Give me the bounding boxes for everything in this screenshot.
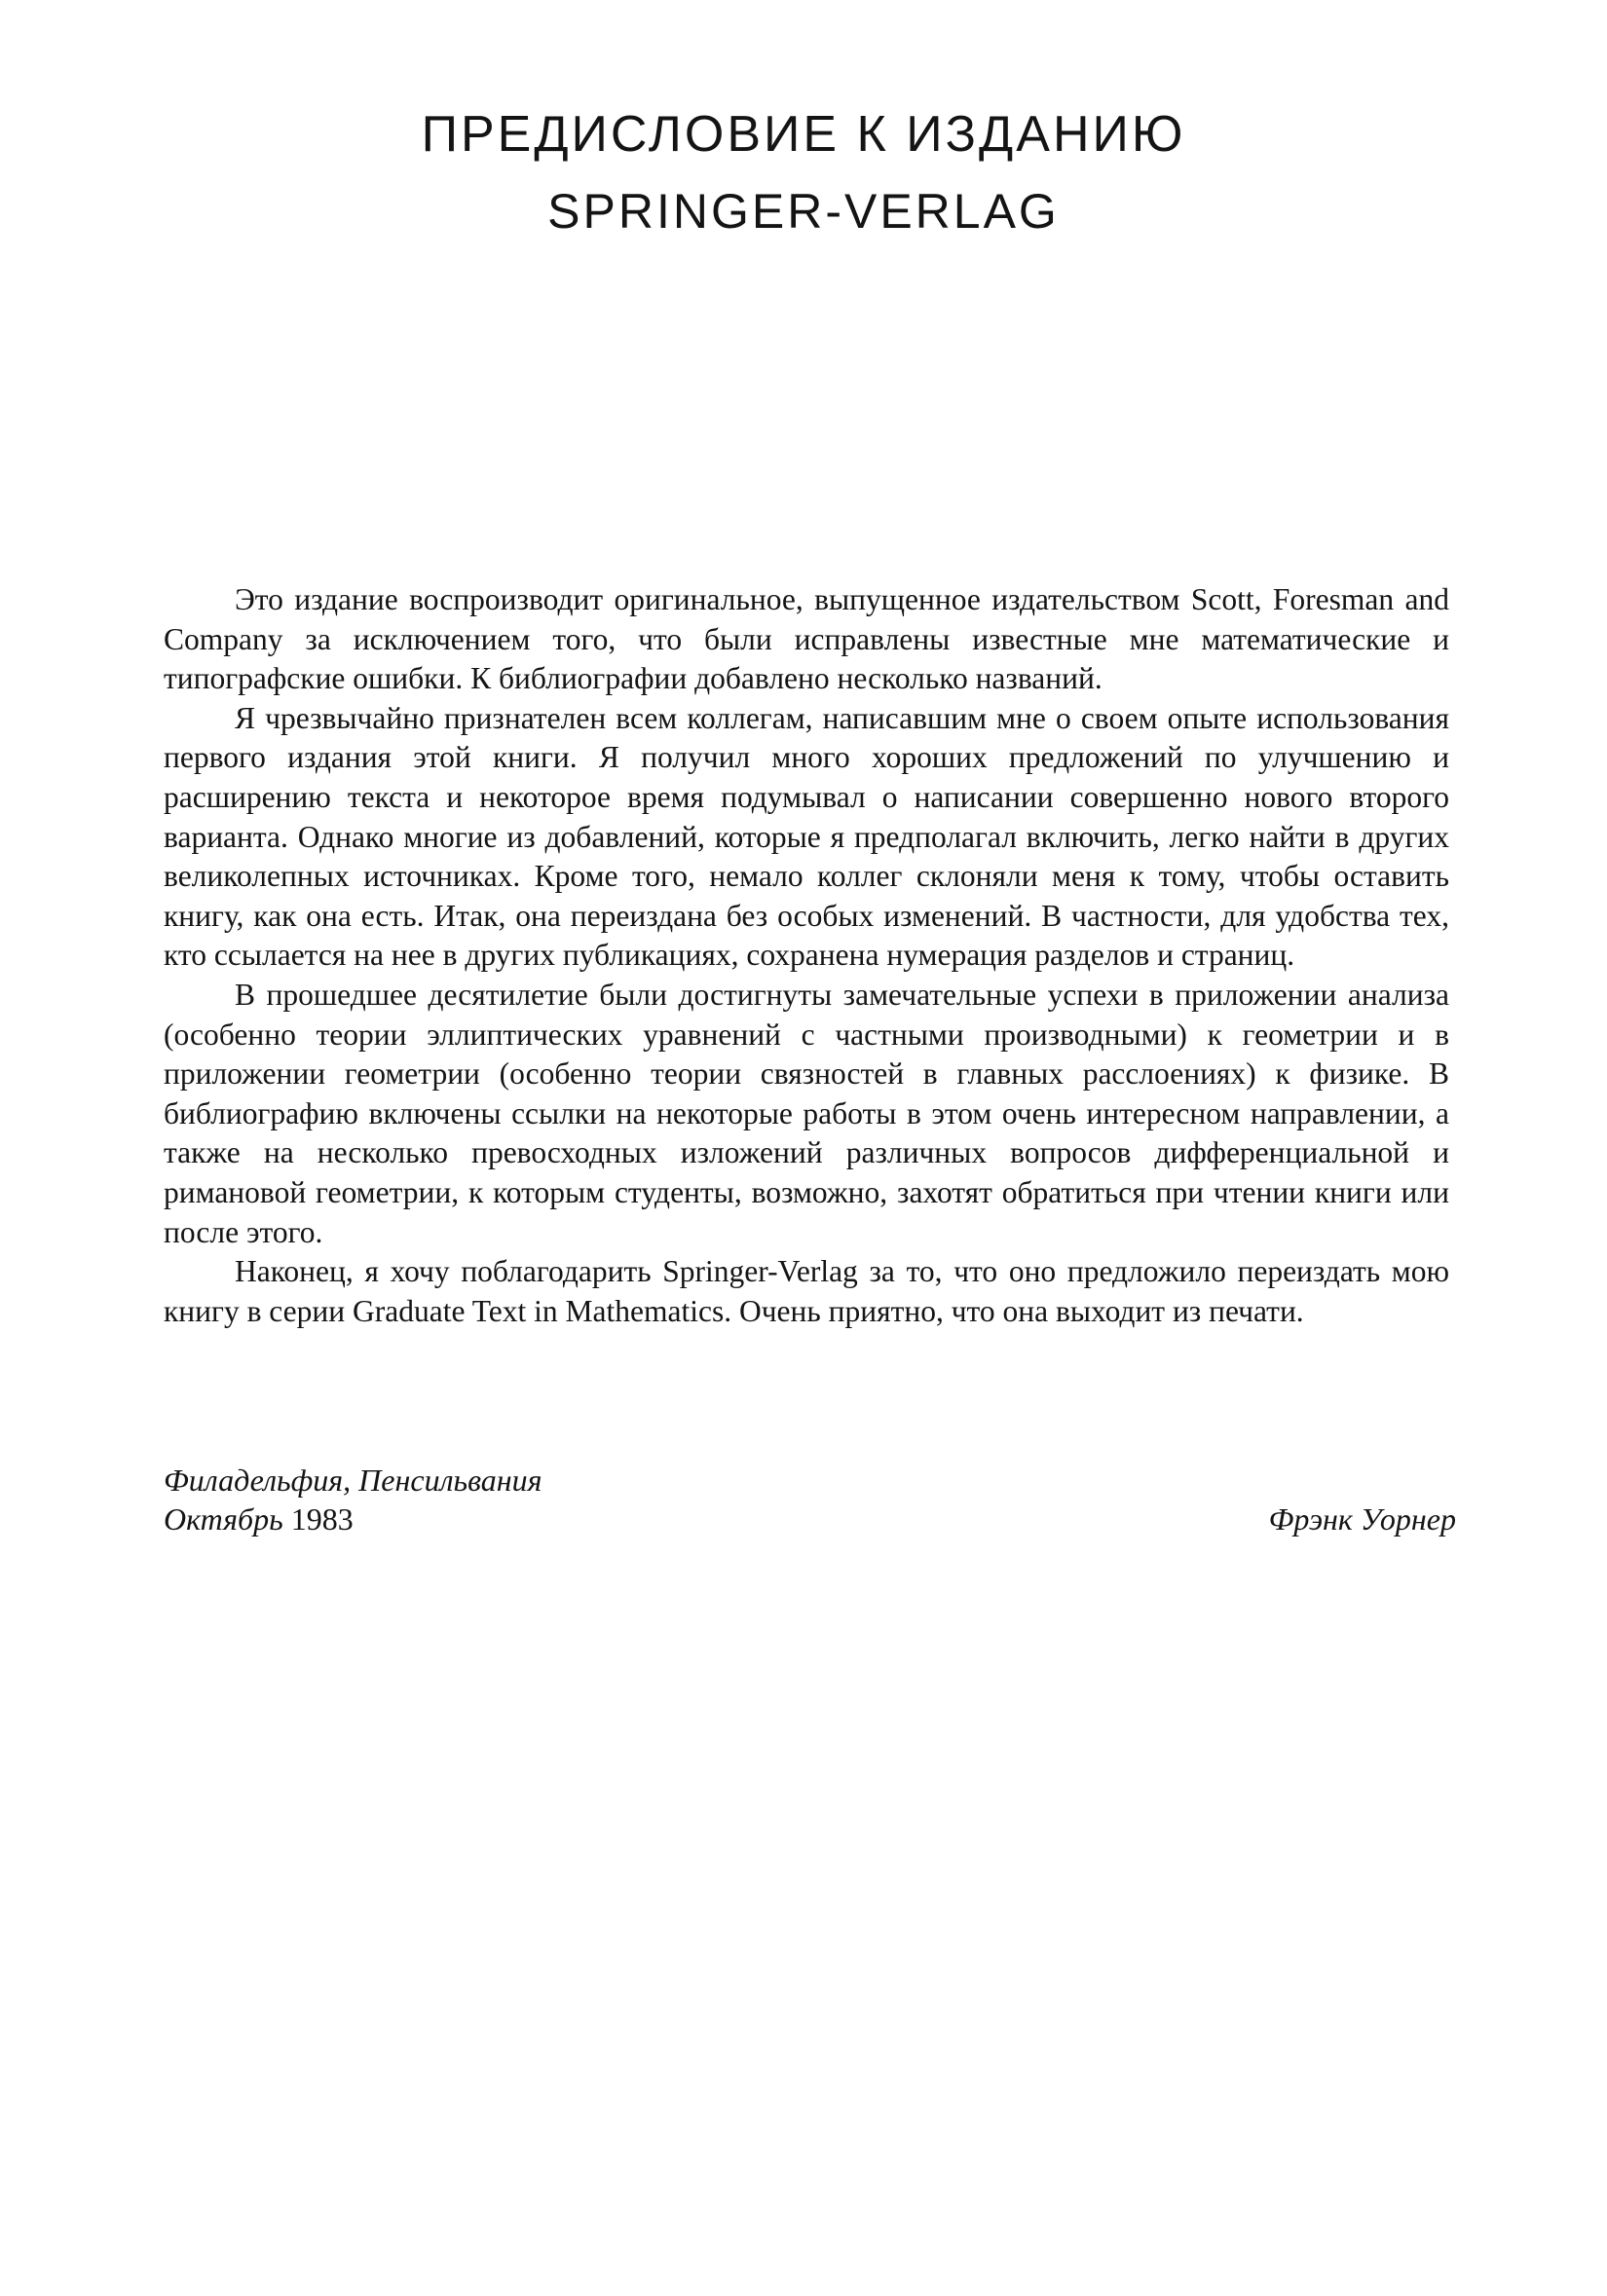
signoff-author: Фрэнк Уорнер (1268, 1501, 1456, 1537)
signoff-month: Октябрь (164, 1501, 283, 1537)
signoff-year: 1983 (290, 1501, 354, 1537)
paragraph-1: Это издание воспроизводит оригинальное, выпущенное издательством Scott, Foresman and Company за исключением того, что были исправлены известные мне математические и типографские ошибки. К библиографии добавлено несколько названий. (164, 582, 1449, 696)
paragraph-3: В прошедшее десятилетие были достигнуты замечательные успехи в приложении анализа (особенно теории эллиптических уравнений с частными производными) к геометрии и в приложении геометрии (особенно теории связностей в главных расслоениях) к физике. В библиографию включены ссылки на некоторые работы в этом очень интересном направлении, а также на несколько превосходных изложений различных вопросов дифференциальной и римановой геометрии, к которым студенты, возможно, захотят обратиться при чтении книги или после этого. (164, 977, 1449, 1249)
signoff-date (164, 1500, 542, 1538)
paragraph-4: Наконец, я хочу поблагодарить Springer-Verlag за то, что оно предложило переиздать мою книгу в серии Graduate Text in Mathematics. Очень приятно, что она выходит из печати. (164, 1254, 1449, 1328)
preface-body (164, 580, 1449, 1331)
page-title-line-1: ПРЕДИСЛОВИЕ К ИЗДАНИЮ (421, 106, 1186, 163)
page-title-line-2: SPRINGER-VERLAG (547, 184, 1060, 239)
paragraph-2: Я чрезвычайно признателен всем коллегам, написавшим мне о своем опыте использования первого издания этой книги. Я получил много хороших предложений по улучшению и расширению текста и некоторое время подумывал о написании совершенно нового второго варианта. Однако многие из добавлений, которые я предполагал включить, легко найти в других великолепных источниках. Кроме того, немало коллег склоняли меня к тому, чтобы оставить книгу, как она есть. Итак, она переиздана без особых изменений. В частности, для удобства тех, кто ссылается на нее в других публикациях, сохранена нумерация разделов и страниц. (164, 700, 1449, 973)
signoff-place: Филадельфия, Пенсильвания (164, 1463, 542, 1498)
place-and-date (164, 1461, 542, 1538)
